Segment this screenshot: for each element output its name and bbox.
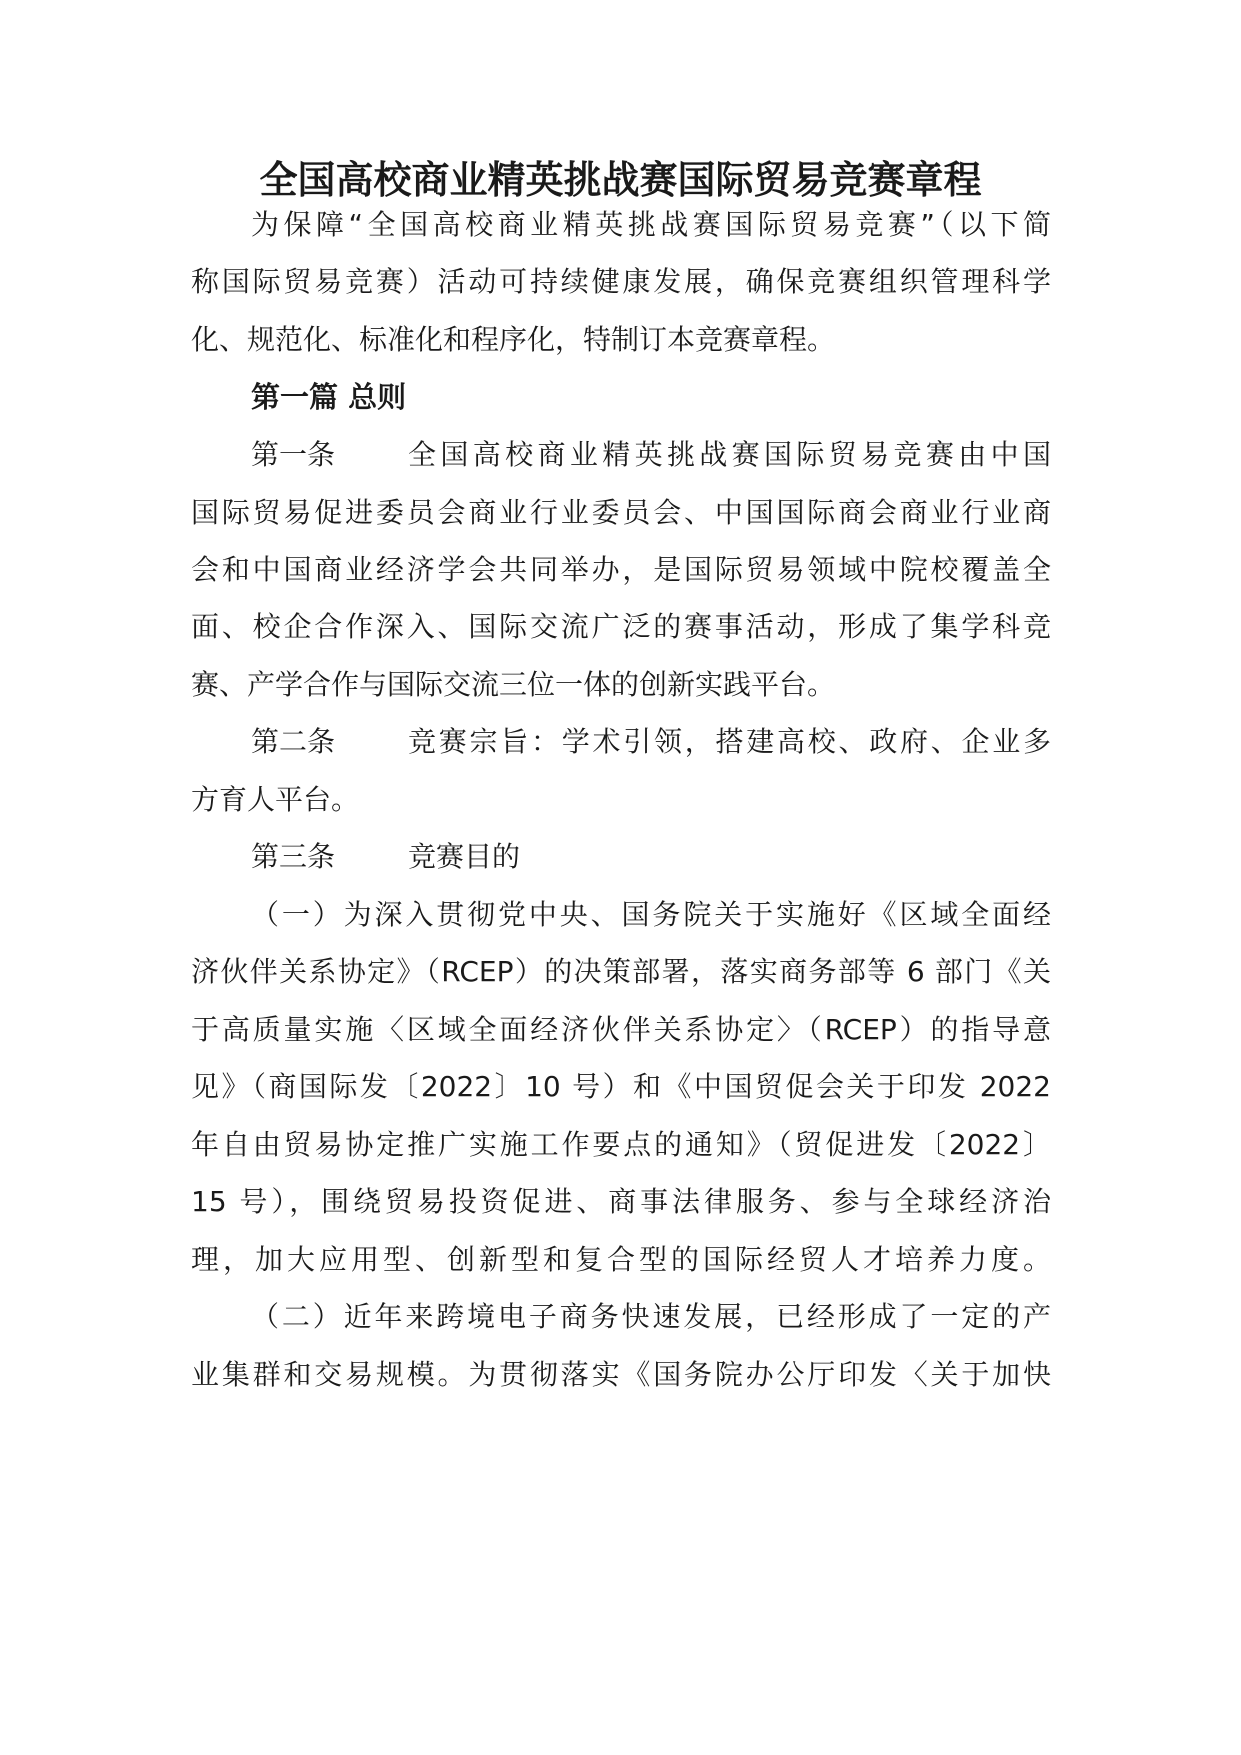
article-2-line-2: 方育人平台。: [191, 783, 360, 816]
item-2-line-1: （二）近年来跨境电子商务快速发展，已经形成了一定的产: [251, 1300, 1051, 1333]
item-1-line-1: （一）为深入贯彻党中央、国务院关于实施好《区域全面经: [251, 898, 1051, 931]
item-1-line-5: 年自由贸易协定推广实施工作要点的通知》（贸促进发〔2022〕: [191, 1128, 1051, 1161]
article-3-text: 竞赛目的: [408, 840, 521, 873]
article-1-line-4: 面、校企合作深入、国际交流广泛的赛事活动，形成了集学科竞: [191, 610, 1051, 643]
article-1-line-3: 会和中国商业经济学会共同举办，是国际贸易领域中院校覆盖全: [191, 553, 1051, 586]
intro-line-1: 为保障“全国高校商业精英挑战赛国际贸易竞赛”（以下简: [251, 208, 1051, 241]
item-2-line-2: 业集群和交易规模。为贯彻落实《国务院办公厅印发〈关于加快: [191, 1358, 1051, 1391]
article-3-label: 第三条: [251, 840, 336, 873]
item-1-line-6: 15 号），围绕贸易投资促进、商事法律服务、参与全球经济治: [191, 1185, 1051, 1218]
article-1-text: 全国高校商业精英挑战赛国际贸易竞赛由中国: [408, 438, 1051, 471]
article-2-text: 竞赛宗旨：学术引领，搭建高校、政府、企业多: [408, 725, 1051, 758]
article-1-label: 第一条: [251, 438, 336, 471]
article-1-line-2: 国际贸易促进委员会商业行业委员会、中国国际商会商业行业商: [191, 496, 1051, 529]
article-1-first-line: [251, 435, 1051, 475]
article-1-line-5: 赛、产学合作与国际交流三位一体的创新实践平台。: [191, 668, 836, 701]
intro-line-2: 称国际贸易竞赛）活动可持续健康发展，确保竞赛组织管理科学: [191, 265, 1051, 298]
article-3-first-line: [251, 837, 1051, 877]
intro-line-3: 化、规范化、标准化和程序化，特制订本竞赛章程。: [191, 323, 836, 356]
item-1-line-7: 理，加大应用型、创新型和复合型的国际经贸人才培养力度。: [191, 1243, 1051, 1276]
article-2-first-line: [251, 722, 1051, 762]
item-1-line-4: 见》（商国际发〔2022〕10 号）和《中国贸促会关于印发 2022: [191, 1070, 1051, 1103]
item-1-line-3: 于高质量实施〈区域全面经济伙伴关系协定〉（RCEP）的指导意: [191, 1013, 1051, 1046]
chapter-heading: 第一篇 总则: [251, 380, 407, 414]
article-2-label: 第二条: [251, 725, 336, 758]
document-title: 全国高校商业精英挑战赛国际贸易竞赛章程: [259, 157, 982, 202]
item-1-line-2: 济伙伴关系协定》（RCEP）的决策部署，落实商务部等 6 部门《关: [191, 955, 1051, 988]
